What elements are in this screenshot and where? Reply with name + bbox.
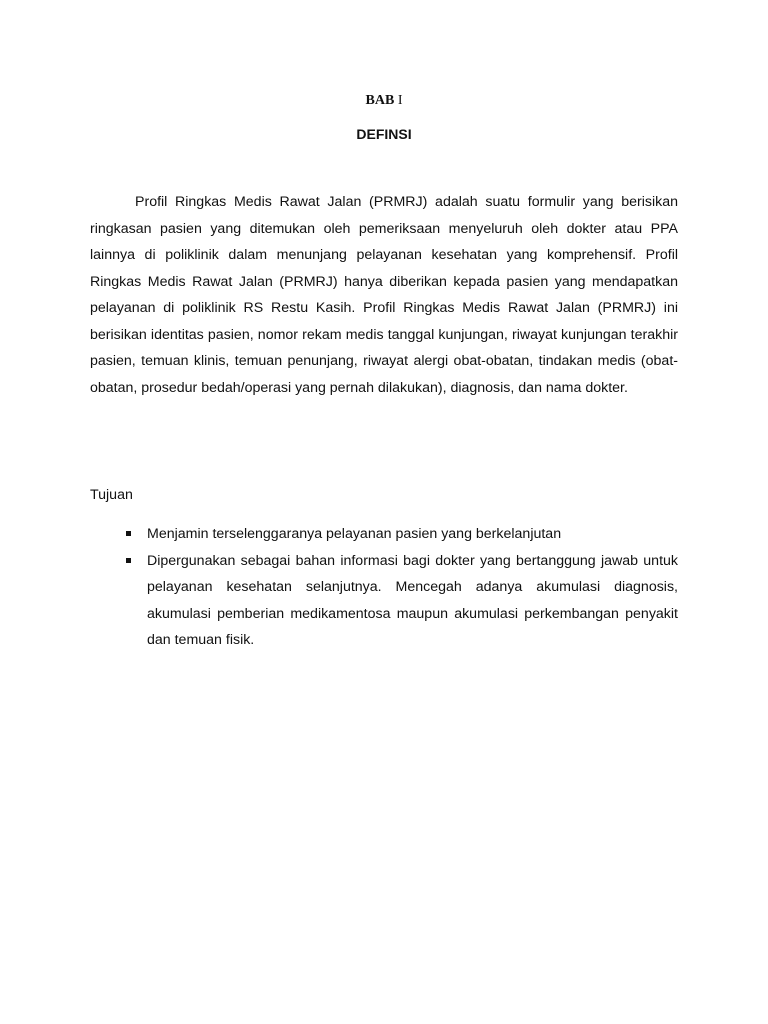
list-item	[147, 521, 678, 548]
chapter-label: BAB	[365, 93, 395, 108]
chapter-number: I	[397, 93, 403, 108]
chapter-title	[0, 93, 768, 109]
square-bullet-icon	[126, 531, 131, 536]
goals-title: Tujuan	[90, 487, 133, 503]
definition-paragraph: Profil Ringkas Medis Rawat Jalan (PRMRJ) adalah suatu formulir yang berisikan ringkasan pasien yang ditemukan oleh pemeriksaan menyeluruh oleh dokter atau PPA lainnya di poliklinik dalam menunjang pelayanan kesehatan yang komprehensif. Profil Ringkas Medis Rawat Jalan (PRMRJ) hanya diberikan kepada pasien yang mendapatkan pelayanan di poliklinik RS Restu Kasih. Profil Ringkas Medis Rawat Jalan (PRMRJ) ini berisikan identitas pasien, nomor rekam medis tanggal kunjungan, riwayat kunjungan terakhir pasien, temuan klinis, temuan penunjang, riwayat alergi obat-obatan, tindakan medis (obat-obatan, prosedur bedah/operasi yang pernah dilakukan), diagnosis, dan nama dokter.	[90, 194, 678, 396]
list-item-text: Menjamin terselenggaranya pelayanan pasien yang berkelanjutan	[147, 526, 562, 542]
list-item-text: Dipergunakan sebagai bahan informasi bagi dokter yang bertanggung jawab untuk pelayanan kesehatan selanjutnya. Mencegah adanya akumulasi diagnosis, akumulasi pemberian medikamentosa maupun akumulasi perkembangan penyakit dan temuan fisik.	[147, 552, 678, 648]
square-bullet-icon	[126, 558, 131, 563]
goals-list	[147, 521, 678, 654]
section-heading: DEFINSI	[356, 126, 412, 142]
list-item	[147, 548, 678, 654]
